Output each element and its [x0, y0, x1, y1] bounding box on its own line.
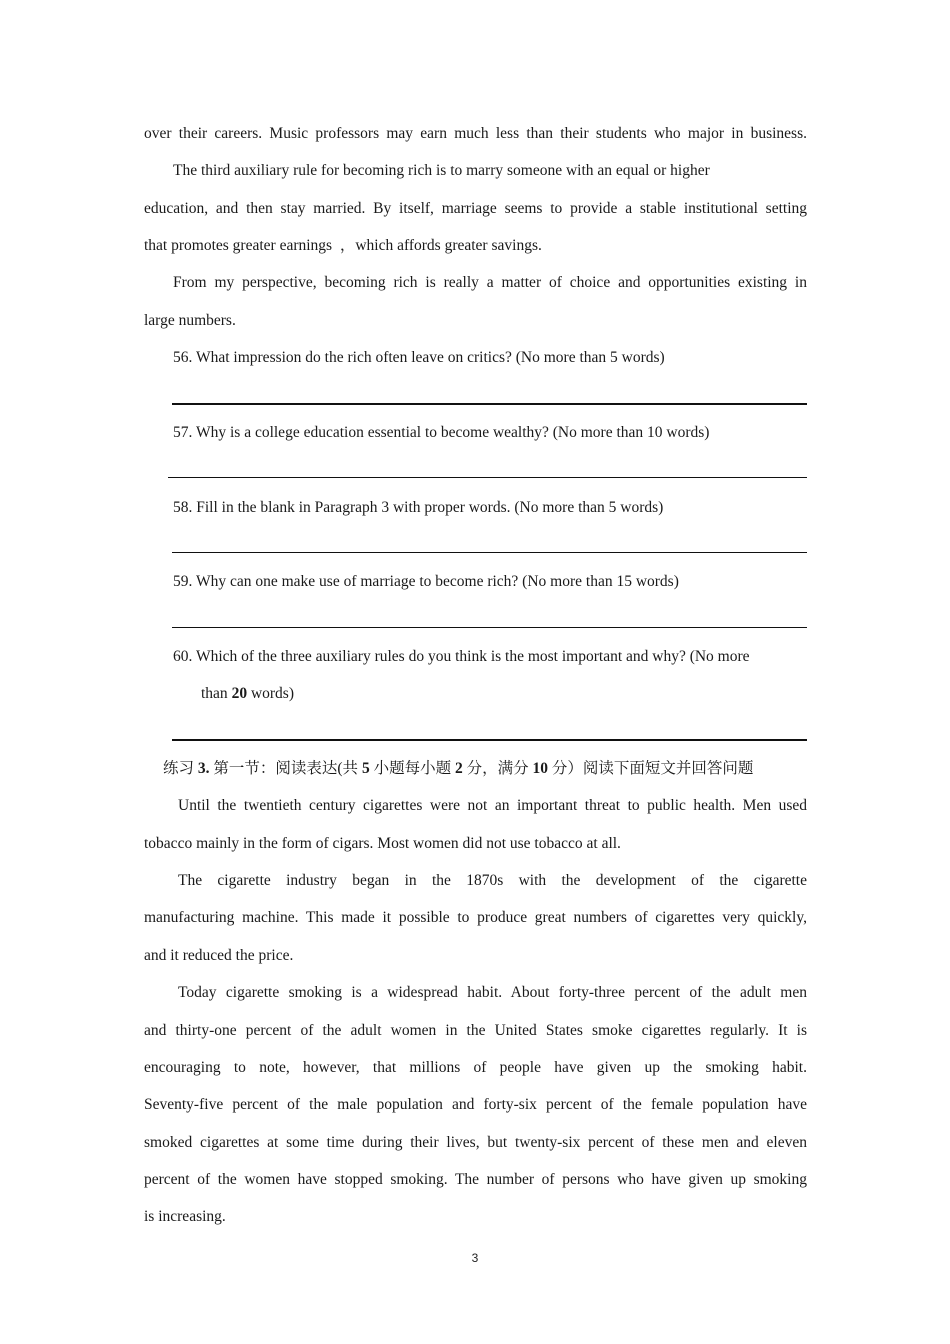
heading-total-points: 10: [532, 760, 548, 777]
cigarettes-p2-line-3: and it reduced the price.: [144, 947, 294, 964]
page-number: 3: [471, 1251, 479, 1265]
cigarettes-p3-line-4: Seventy-five percent of the male population and forty-six percent of the female population have: [144, 1096, 807, 1113]
heading-part-1: 第一节：阅读表达(共: [209, 760, 362, 777]
exercise-3-heading: [163, 759, 807, 779]
cigarettes-p3-line-6: percent of the women have stopped smoking. The number of persons who have given up smoking: [144, 1171, 807, 1188]
answer-line-59: [172, 627, 807, 628]
question-56: 56. What impression do the rich often leave on critics? (No more than 5 words): [173, 349, 665, 366]
cigarettes-p3-line-3: encouraging to note, however, that millions of people have given up the smoking habit.: [144, 1059, 807, 1076]
paragraph-third-rule-line-3: that promotes greater earnings ，which affords greater savings.: [144, 237, 542, 254]
cigarettes-p3-line-1: Today cigarette smoking is a widespread habit. About forty-three percent of the adult men: [178, 984, 807, 1001]
cigarettes-p1-line-1: Until the twentieth century cigarettes were not an important threat to public health. Men used: [178, 797, 807, 814]
question-60-line-1: 60. Which of the three auxiliary rules do you think is the most important and why? (No more: [173, 648, 750, 665]
passage-line-careers: over their careers. Music professors may earn much less than their students who major in business.: [144, 125, 807, 142]
heading-part-3: 分，满分: [462, 760, 533, 777]
paragraph-perspective-line-2: large numbers.: [144, 312, 236, 329]
answer-line-58: [172, 552, 807, 553]
cigarettes-p2-line-1: The cigarette industry began in the 1870s with the development of the cigarette: [178, 872, 807, 889]
answer-line-57: [168, 477, 807, 478]
paragraph-perspective-line-1: From my perspective, becoming rich is really a matter of choice and opportunities existing in: [173, 274, 807, 291]
cigarettes-p3-line-7: is increasing.: [144, 1208, 226, 1225]
heading-part-4: 分）阅读下面短文并回答问题: [547, 760, 754, 777]
heading-question-count: 5: [361, 760, 370, 777]
heading-part-2: 小题每小题: [369, 760, 455, 777]
heading-prefix: 练习: [163, 760, 198, 777]
paragraph-third-rule-line-2: education, and then stay married. By itself, marriage seems to provide a stable institutional setting: [144, 200, 807, 217]
heading-points-each: 2: [454, 760, 463, 777]
question-60-line-2: [201, 684, 807, 704]
cigarettes-p1-line-2: tobacco mainly in the form of cigars. Most women did not use tobacco at all.: [144, 835, 621, 852]
heading-exercise-number: 3.: [197, 760, 210, 777]
cigarettes-p3-line-2: and thirty-one percent of the adult women in the United States smoke cigarettes regularly. It is: [144, 1022, 807, 1039]
cigarettes-p2-line-2: manufacturing machine. This made it possible to produce great numbers of cigarettes very quickly,: [144, 909, 807, 926]
answer-line-56: [172, 403, 807, 405]
question-60-prefix: than: [201, 685, 232, 702]
question-58: 58. Fill in the blank in Paragraph 3 with proper words. (No more than 5 words): [173, 499, 664, 516]
question-60-suffix: words): [247, 685, 294, 702]
paragraph-third-rule-line-1: The third auxiliary rule for becoming rich is to marry someone with an equal or higher: [173, 162, 710, 179]
question-57: 57. Why is a college education essential to become wealthy? (No more than 10 words): [173, 424, 710, 441]
question-59: 59. Why can one make use of marriage to become rich? (No more than 15 words): [173, 573, 679, 590]
answer-line-60: [172, 739, 807, 741]
cigarettes-p3-line-5: smoked cigarettes at some time during their lives, but twenty-six percent of these men and eleven: [144, 1134, 807, 1151]
question-60-word-limit: 20: [231, 685, 248, 702]
